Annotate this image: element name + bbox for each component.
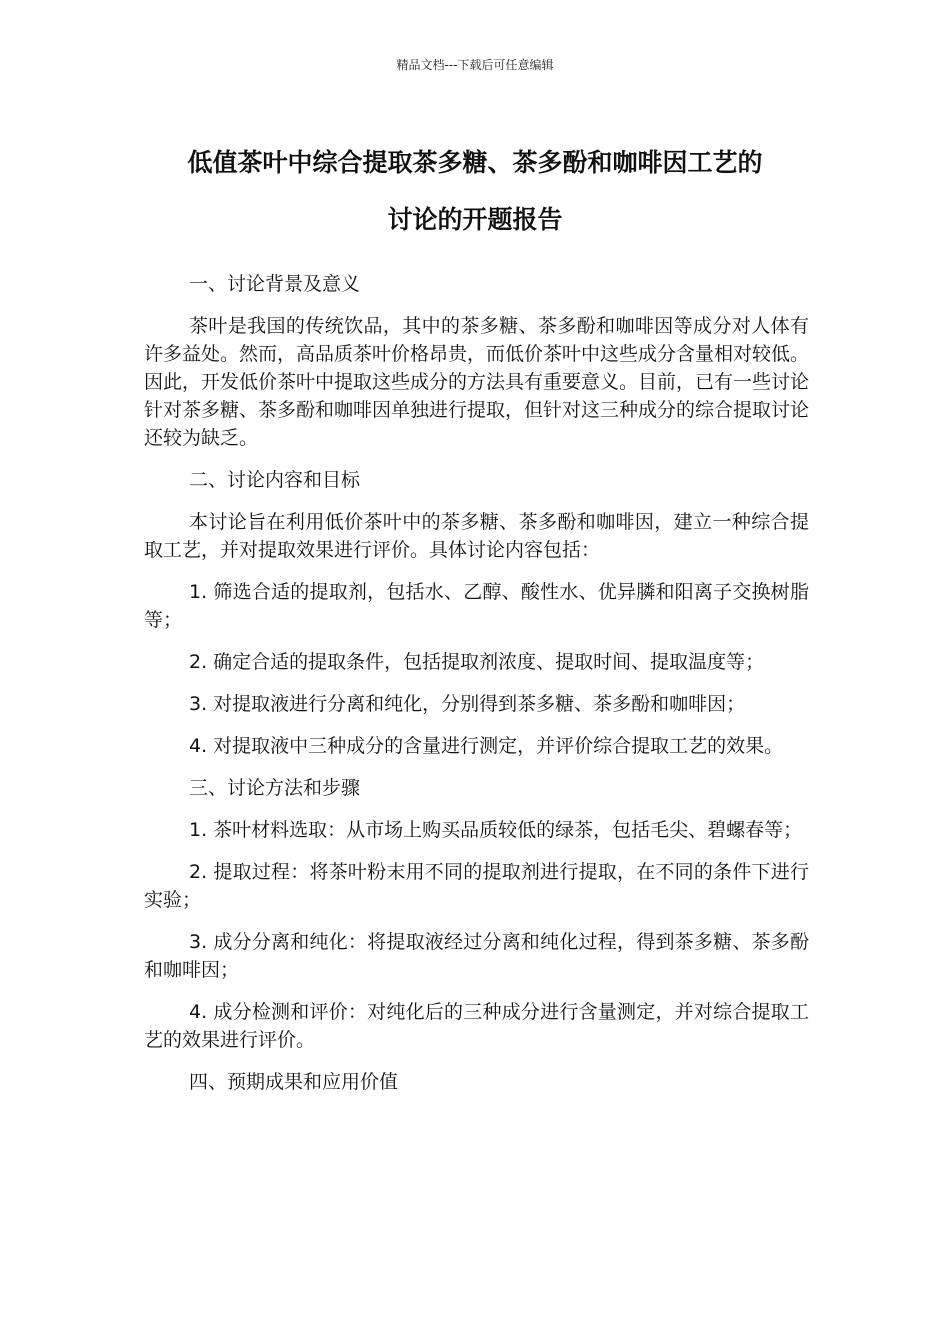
method-step-4: 4. 成分检测和评价：对纯化后的三种成分进行含量测定，并对综合提取工艺的效果进行评价。 [144, 1001, 809, 1051]
paragraph-content-intro: 本讨论旨在利用低价茶叶中的茶多糖、茶多酚和咖啡因，建立一种综合提取工艺，并对提取效果进行评价。具体讨论内容包括： [144, 511, 809, 561]
content-item-3: 3. 对提取液进行分离和纯化，分别得到茶多糖、茶多酚和咖啡因； [189, 693, 746, 715]
section-heading-background: 一、讨论背景及意义 [189, 273, 361, 295]
section-heading-methods: 三、讨论方法和步骤 [189, 777, 361, 799]
method-step-2: 2. 提取过程：将茶叶粉末用不同的提取剂进行提取，在不同的条件下进行实验； [144, 861, 809, 911]
paragraph-background: 茶叶是我国的传统饮品，其中的茶多糖、茶多酚和咖啡因等成分对人体有许多益处。然而，高品质茶叶价格昂贵，而低价茶叶中这些成分含量相对较低。因此，开发低价茶叶中提取这些成分的方法具有重要意义。目前，已有一些讨论针对茶多糖、茶多酚和咖啡因单独进行提取，但针对这三种成分的综合提取讨论还较为缺乏。 [144, 315, 810, 449]
method-step-1: 1. 茶叶材料选取：从市场上购买品质较低的绿茶，包括毛尖、碧螺春等； [189, 819, 803, 841]
section-heading-outcomes: 四、预期成果和应用价值 [189, 1071, 399, 1093]
document-title [130, 134, 820, 248]
document-body [144, 270, 809, 1110]
method-step-3: 3. 成分分离和纯化：将提取液经过分离和纯化过程，得到茶多糖、茶多酚和咖啡因； [144, 931, 809, 981]
content-item-1: 1. 筛选合适的提取剂，包括水、乙醇、酸性水、优异膦和阳离子交换树脂等； [144, 581, 809, 631]
content-item-2: 2. 确定合适的提取条件，包括提取剂浓度、提取时间、提取温度等； [189, 651, 765, 673]
section-heading-content: 二、讨论内容和目标 [189, 469, 361, 491]
title-line-2: 讨论的开题报告 [387, 205, 563, 234]
title-line-1: 低值茶叶中综合提取茶多糖、茶多酚和咖啡因工艺的 [187, 148, 763, 177]
content-item-4: 4. 对提取液中三种成分的含量进行测定，并评价综合提取工艺的效果。 [189, 735, 784, 757]
header-note: 精品文档---下载后可任意编辑 [396, 58, 554, 72]
